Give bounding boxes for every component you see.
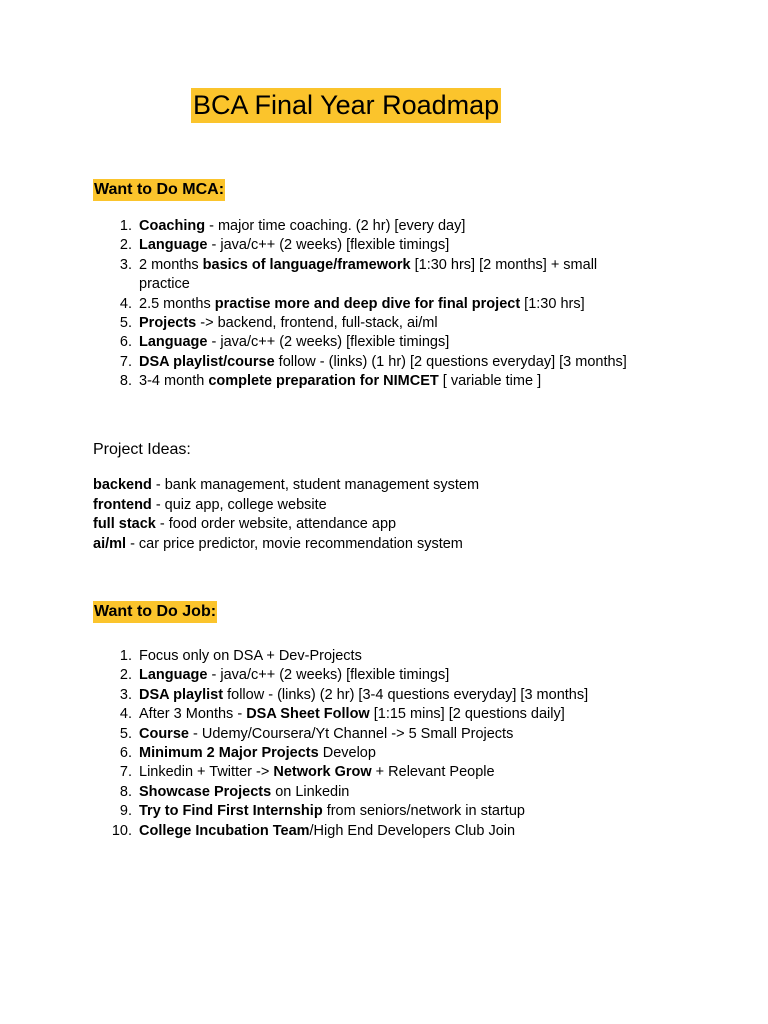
item-bold-text: Showcase Projects xyxy=(139,783,272,800)
list-item-text xyxy=(139,802,649,821)
project-ideas-list xyxy=(93,476,479,554)
list-item-text xyxy=(139,822,649,841)
idea-category: frontend xyxy=(93,496,152,513)
item-bold-text: Language xyxy=(139,334,208,351)
list-item-text xyxy=(139,372,649,391)
list-item-text xyxy=(139,705,649,724)
list-item xyxy=(93,217,693,236)
idea-category: backend xyxy=(93,477,152,493)
list-item xyxy=(93,236,693,255)
job-list xyxy=(93,647,693,841)
list-item xyxy=(93,353,693,372)
item-rest-text: on Linkedin xyxy=(271,783,350,800)
item-bold-text: DSA playlist xyxy=(139,686,224,703)
item-bold-text: Language xyxy=(139,237,208,254)
item-prefix-text: Linkedin + Twitter -> xyxy=(139,764,274,781)
list-number: 5. xyxy=(119,725,132,742)
list-item xyxy=(93,802,693,821)
mca-heading: Want to Do MCA: xyxy=(93,179,225,201)
item-bold-text: complete preparation for NIMCET xyxy=(208,373,439,390)
list-number: 4. xyxy=(119,706,132,723)
list-item-text xyxy=(139,256,649,295)
item-bold-text: Try to Find First Internship xyxy=(139,803,323,820)
item-bold-text: practise more and deep dive for final project xyxy=(214,295,521,312)
list-item xyxy=(93,256,693,295)
item-prefix-text: 2 months xyxy=(139,256,203,273)
list-item-text xyxy=(139,647,649,666)
list-number: 9. xyxy=(119,803,132,820)
list-item xyxy=(93,822,693,841)
list-number: 7. xyxy=(119,353,132,370)
list-item xyxy=(93,295,693,314)
item-rest-text: - major time coaching. (2 hr) [every day] xyxy=(205,218,466,234)
idea-examples: - car price predictor, movie recommendation system xyxy=(126,535,463,552)
project-ideas-heading: Project Ideas: xyxy=(93,441,191,458)
item-rest-text: [1:30 hrs] xyxy=(520,295,585,312)
item-prefix-text: After 3 Months - xyxy=(139,706,247,723)
list-item-text xyxy=(139,783,649,802)
item-rest-text: follow - (links) (1 hr) [2 questions everyday] [3 months] xyxy=(274,353,627,370)
page-title: BCA Final Year Roadmap xyxy=(191,88,501,123)
project-idea-line xyxy=(93,535,479,555)
list-item-text xyxy=(139,353,649,372)
list-item xyxy=(93,744,693,763)
item-rest-text: Develop xyxy=(318,745,376,762)
list-item-text xyxy=(139,744,649,763)
idea-examples: - food order website, attendance app xyxy=(155,516,397,532)
item-rest-text: -> backend, frontend, full-stack, ai/ml xyxy=(196,315,438,332)
list-number: 4. xyxy=(119,295,132,312)
list-number: 3. xyxy=(119,256,132,273)
list-item-text xyxy=(139,686,649,705)
list-number: 6. xyxy=(119,334,132,351)
item-bold-text: basics of language/framework xyxy=(202,256,411,273)
list-item xyxy=(93,314,693,333)
item-prefix-text: 2.5 months xyxy=(139,295,215,312)
list-number: 2. xyxy=(119,237,132,254)
list-item xyxy=(93,783,693,802)
list-number: 5. xyxy=(119,315,132,332)
list-item xyxy=(93,666,693,685)
list-item-text xyxy=(139,725,649,744)
list-item-text xyxy=(139,314,649,333)
item-rest-text: [1:30 hrs] [2 months] + small practice xyxy=(139,256,598,293)
list-item xyxy=(93,333,693,352)
item-bold-text: Coaching xyxy=(139,218,206,234)
item-rest-text: - Udemy/Coursera/Yt Channel -> 5 Small Projects xyxy=(188,725,514,742)
list-item xyxy=(93,686,693,705)
item-rest-text: - java/c++ (2 weeks) [flexible timings] xyxy=(207,237,450,254)
list-item-text xyxy=(139,333,649,352)
item-bold-text: College Incubation Team xyxy=(139,822,310,839)
list-number: 8. xyxy=(119,373,132,390)
item-bold-text: DSA Sheet Follow xyxy=(246,706,370,723)
item-rest-text: [1:15 mins] [2 questions daily] xyxy=(369,706,565,723)
list-number: 10. xyxy=(111,822,132,839)
list-number: 6. xyxy=(119,745,132,762)
item-prefix-text: 3-4 month xyxy=(139,373,209,390)
list-number: 2. xyxy=(119,667,132,684)
idea-examples: - quiz app, college website xyxy=(151,496,327,513)
list-number: 3. xyxy=(119,686,132,703)
item-prefix-text: Focus only on DSA + Dev-Projects xyxy=(139,648,362,664)
list-item xyxy=(93,647,693,666)
item-bold-text: Projects xyxy=(139,315,197,332)
list-number: 1. xyxy=(119,648,132,664)
item-rest-text: [ variable time ] xyxy=(438,373,542,390)
item-rest-text: - java/c++ (2 weeks) [flexible timings] xyxy=(207,667,450,684)
item-bold-text: DSA playlist/course xyxy=(139,353,275,370)
list-item-text xyxy=(139,666,649,685)
item-bold-text: Minimum 2 Major Projects xyxy=(139,745,319,762)
project-idea-line xyxy=(93,515,479,535)
list-item-text xyxy=(139,295,649,314)
item-rest-text: + Relevant People xyxy=(371,764,495,781)
list-item-text xyxy=(139,217,649,236)
project-idea-line xyxy=(93,496,479,516)
idea-category: full stack xyxy=(93,516,156,532)
list-number: 8. xyxy=(119,783,132,800)
list-number: 7. xyxy=(119,764,132,781)
item-rest-text: - java/c++ (2 weeks) [flexible timings] xyxy=(207,334,450,351)
list-item-text xyxy=(139,236,649,255)
list-item-text xyxy=(139,763,649,782)
item-rest-text: from seniors/network in startup xyxy=(322,803,525,820)
list-number: 1. xyxy=(119,218,132,234)
item-bold-text: Network Grow xyxy=(273,764,372,781)
mca-list xyxy=(93,217,693,392)
project-idea-line xyxy=(93,476,479,496)
item-rest-text: /High End Developers Club Join xyxy=(309,822,516,839)
item-rest-text: follow - (links) (2 hr) [3-4 questions everyday] [3 months] xyxy=(223,686,589,703)
list-item xyxy=(93,705,693,724)
item-bold-text: Course xyxy=(139,725,189,742)
job-heading: Want to Do Job: xyxy=(93,601,217,623)
list-item xyxy=(93,725,693,744)
idea-examples: - bank management, student management system xyxy=(151,477,480,493)
item-bold-text: Language xyxy=(139,667,208,684)
list-item xyxy=(93,763,693,782)
list-item xyxy=(93,372,693,391)
idea-category: ai/ml xyxy=(93,535,127,552)
